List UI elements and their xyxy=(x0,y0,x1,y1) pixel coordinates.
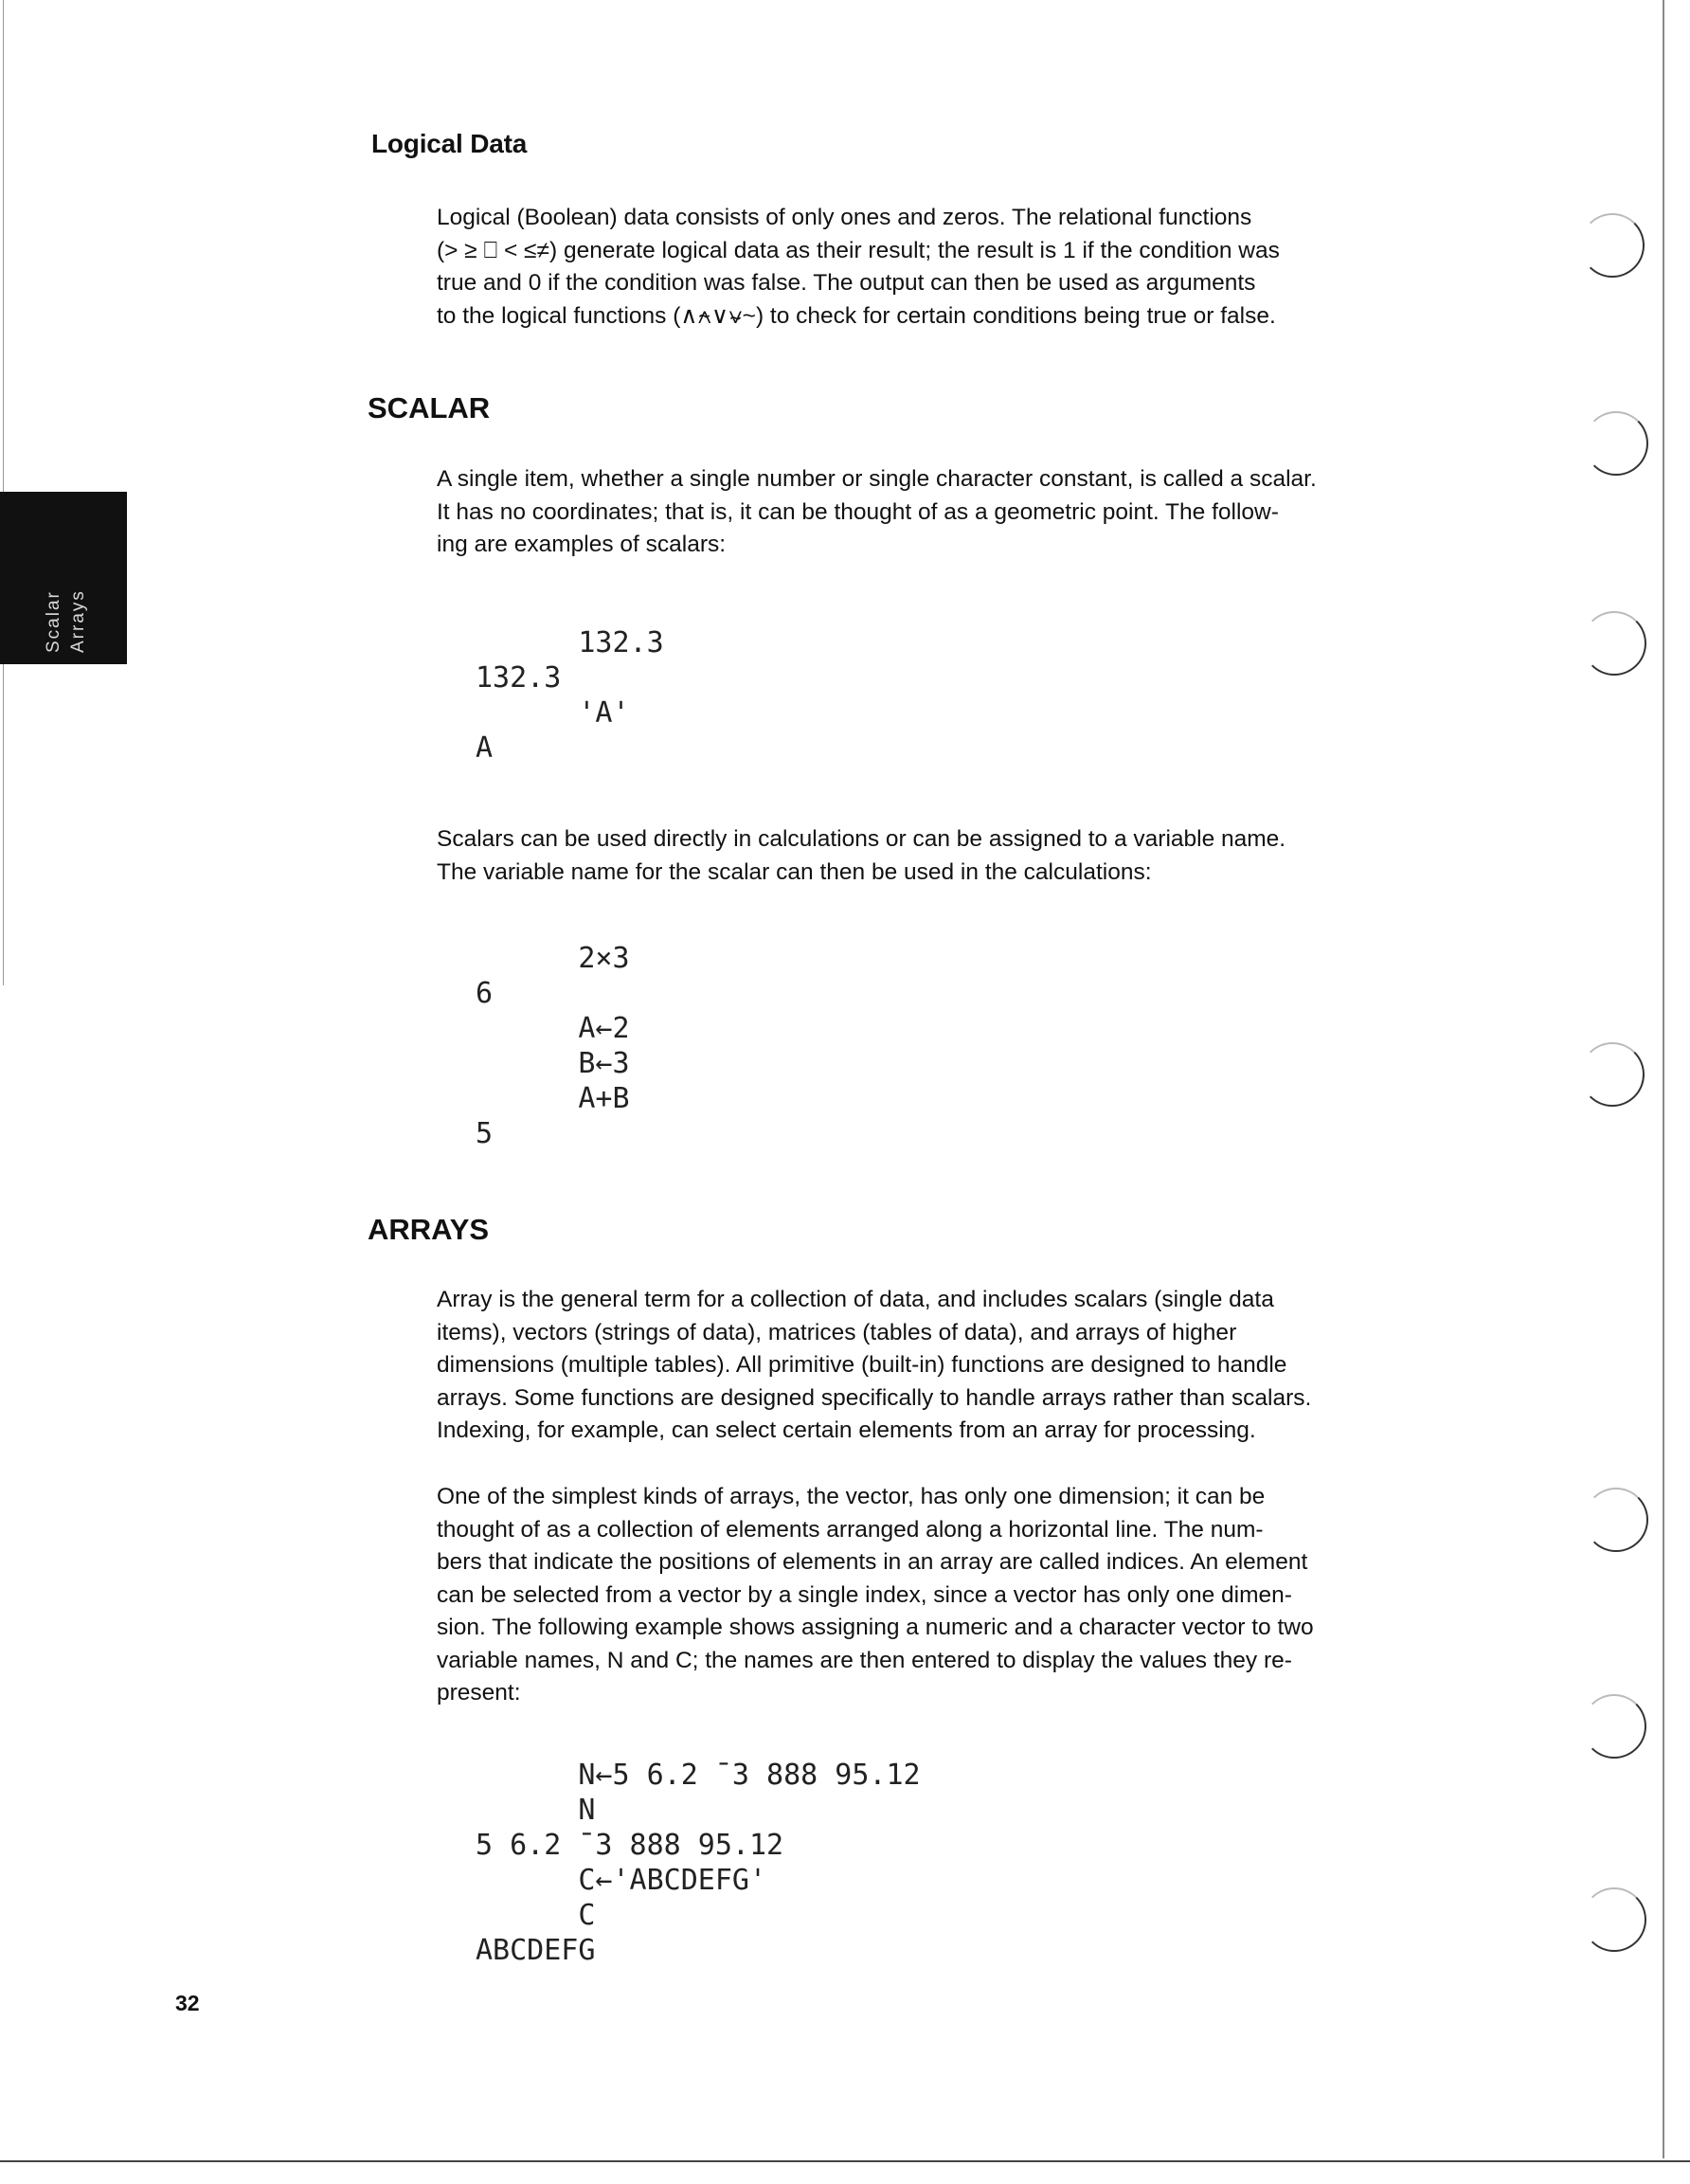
code-line: C←'ABCDEFG' xyxy=(476,1864,767,1897)
side-tab-line: Scalar xyxy=(44,590,63,653)
scalar-heading: SCALAR xyxy=(368,391,491,424)
code-line: B←3 xyxy=(476,1047,630,1080)
vector-example-code xyxy=(476,1758,921,1968)
text-line: bers that indicate the positions of elements in an array are called indices. An element xyxy=(437,1549,1308,1575)
binder-hole-icon xyxy=(1582,1694,1646,1759)
logical-data-paragraph xyxy=(437,202,1280,333)
text-line: One of the simplest kinds of arrays, the vector, has only one dimension; it can be xyxy=(437,1484,1266,1509)
side-tab-label xyxy=(42,589,91,653)
code-line: A+B xyxy=(476,1082,630,1115)
page-bottom-edge xyxy=(0,2160,1690,2162)
binder-hole-icon xyxy=(1580,1042,1645,1107)
code-line: A xyxy=(476,731,494,765)
binder-hole-icon xyxy=(1582,1887,1646,1952)
code-line: 'A' xyxy=(476,696,630,730)
code-line: N←5 6.2 ¯3 888 95.12 xyxy=(476,1759,921,1792)
text-line: thought of as a collection of elements arranged along a horizontal line. The num- xyxy=(437,1516,1264,1543)
text-line: variable names, N and C; the names are then entered to display the values they re- xyxy=(437,1647,1292,1673)
binder-hole-icon xyxy=(1580,213,1645,278)
arrays-heading: ARRAYS xyxy=(368,1213,490,1246)
scalar-paragraph xyxy=(437,463,1317,562)
arrays-paragraph-2 xyxy=(437,1481,1314,1710)
text-line: ing are examples of scalars: xyxy=(437,532,727,557)
code-line: ABCDEFG xyxy=(476,1934,596,1967)
text-line: to the logical functions (∧⍲∨⍱~) to check for certain conditions being true or false. xyxy=(437,302,1276,329)
text-line: Indexing, for example, can select certain elements from an array for processing. xyxy=(437,1417,1256,1443)
code-line: N xyxy=(476,1794,596,1827)
code-line: A←2 xyxy=(476,1012,630,1045)
text-line: The variable name for the scalar can then be used in the calculations: xyxy=(437,858,1152,885)
code-line: C xyxy=(476,1899,596,1932)
code-line: 5 6.2 ¯3 888 95.12 xyxy=(476,1829,784,1862)
page-number: 32 xyxy=(175,1991,200,2015)
text-line: sion. The following example shows assigning a numeric and a character vector to two xyxy=(437,1615,1314,1640)
code-line: 6 xyxy=(476,977,494,1010)
text-line: present: xyxy=(437,1680,521,1706)
text-line: dimensions (multiple tables). All primitive (built-in) functions are designed to handle xyxy=(437,1352,1287,1378)
text-line: true and 0 if the condition was false. The output can then be used as arguments xyxy=(437,270,1256,296)
text-line: items), vectors (strings of data), matrices (tables of data), and arrays of higher xyxy=(437,1319,1237,1345)
code-line: 2×3 xyxy=(476,942,630,975)
side-tab-line: Arrays xyxy=(68,589,88,653)
side-tab xyxy=(0,492,127,664)
page-right-edge xyxy=(1663,0,1664,2158)
logical-data-heading: Logical Data xyxy=(371,129,528,158)
text-line: Array is the general term for a collection of data, and includes scalars (single data xyxy=(437,1287,1274,1312)
text-line: Scalars can be used directly in calculations or can be assigned to a variable name. xyxy=(437,826,1286,852)
scalar-example-code xyxy=(476,625,664,766)
scalar-paragraph-2 xyxy=(437,823,1285,889)
text-line: Logical (Boolean) data consists of only ones and zeros. The relational functions xyxy=(437,205,1252,230)
text-line: (> ≥ ⎕ < ≤≠) generate logical data as their result; the result is 1 if the condition was xyxy=(437,237,1280,263)
text-line: A single item, whether a single number or single character constant, is called a scalar. xyxy=(437,466,1317,492)
code-line: 5 xyxy=(476,1117,494,1150)
text-line: arrays. Some functions are designed specifically to handle arrays rather than scalars. xyxy=(437,1384,1312,1411)
text-line: It has no coordinates; that is, it can be thought of as a geometric point. The follow- xyxy=(437,498,1279,525)
calculation-example-code xyxy=(476,941,630,1151)
code-line: 132.3 xyxy=(476,626,664,659)
arrays-paragraph-1 xyxy=(437,1284,1311,1448)
binder-hole-icon xyxy=(1584,1488,1648,1552)
binder-hole-icon xyxy=(1582,611,1646,676)
binder-hole-icon xyxy=(1584,411,1648,476)
code-line: 132.3 xyxy=(476,661,562,695)
text-line: can be selected from a vector by a single index, since a vector has only one dimen- xyxy=(437,1581,1292,1608)
